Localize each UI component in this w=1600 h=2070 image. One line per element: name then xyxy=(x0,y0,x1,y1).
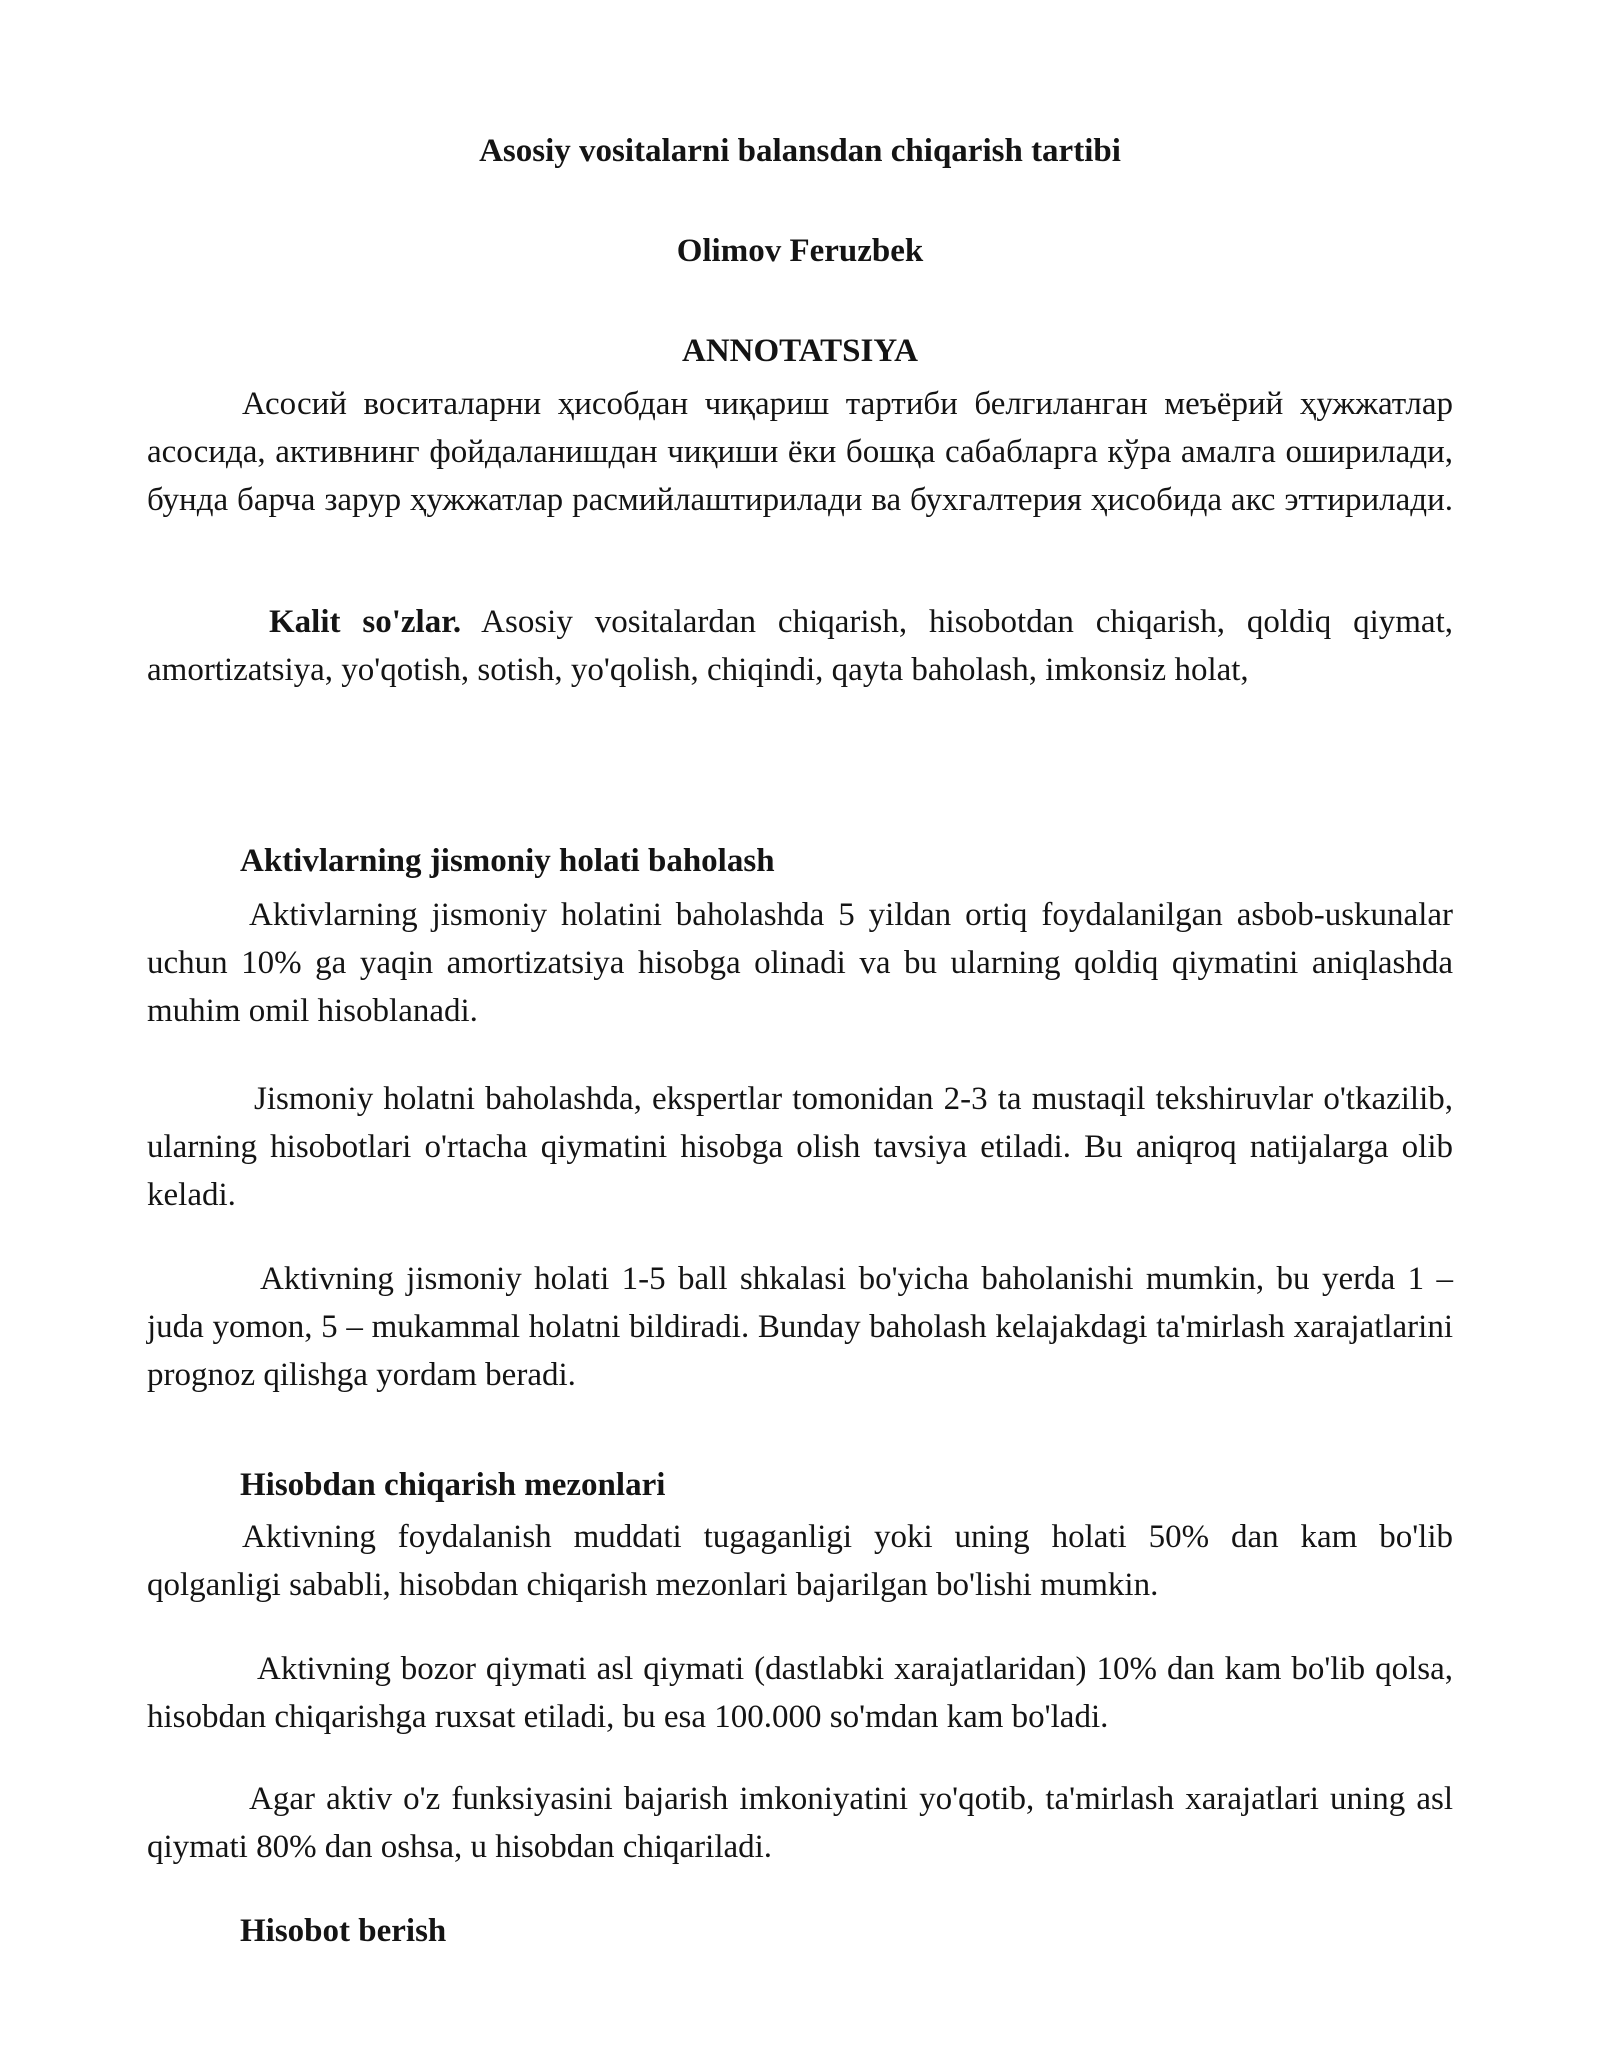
document-title: Asosiy vositalarni balansdan chiqarish tartibi xyxy=(479,133,1121,169)
author-name: Olimov Feruzbek xyxy=(676,233,924,269)
keywords-paragraph xyxy=(147,598,1453,694)
section-paragraph: Aktivlarning jismoniy holatini baholashda 5 yildan ortiq foydalanilgan asbob-uskunalar uchun 10% ga yaqin amortizatsiya hisobga olinadi va bu ularning qoldiq qiymatini aniqlashda muhim omil hisoblanadi. xyxy=(147,897,1453,1029)
section-paragraph: Jismoniy holatni baholashda, ekspertlar tomonidan 2-3 ta mustaqil tekshiruvlar o'tkazilib, ularning hisobotlari o'rtacha qiymatini hisobga olish tavsiya etiladi. Bu aniqroq natijalarga olib keladi. xyxy=(147,1081,1453,1213)
keywords-label: Kalit so'zlar. xyxy=(269,604,462,640)
section-heading-physical-condition: Aktivlarning jismoniy holati baholash xyxy=(240,843,775,879)
abstract-heading: ANNOTATSIYA xyxy=(682,333,918,369)
section-paragraph: Agar aktiv o'z funksiyasini bajarish imkoniyatini yo'qotib, ta'mirlash xarajatlari uning asl qiymati 80% dan oshsa, u hisobdan chiqariladi. xyxy=(147,1781,1453,1865)
section-paragraph: Aktivning jismoniy holati 1-5 ball shkalasi bo'yicha baholanishi mumkin, bu yerda 1 – juda yomon, 5 – mukammal holatni bildiradi. Bunday baholash kelajakdagi ta'mirlash xarajatlarini prognoz qilishga yordam beradi. xyxy=(147,1261,1453,1393)
abstract-paragraph: Асосий воситаларни ҳисобдан чиқариш тартиби белгиланган меъёрий ҳужжатлар асосида, активнинг фойдаланишдан чиқиши ёки бошқа сабабларга кўра амалга оширилади, бунда барча зарур ҳужжатлар расмийлаштирилади ва бухгалтерия ҳисобида акс эттирилади. xyxy=(147,386,1453,518)
section-paragraph: Aktivning foydalanish muddati tugaganligi yoki uning holati 50% dan kam bo'lib qolganligi sababli, hisobdan chiqarish mezonlari bajarilgan bo'lishi mumkin. xyxy=(147,1519,1453,1603)
section-heading-reporting: Hisobot berish xyxy=(240,1913,447,1949)
section-paragraph: Aktivning bozor qiymati asl qiymati (dastlabki xarajatlaridan) 10% dan kam bo'lib qolsa, hisobdan chiqarishga ruxsat etiladi, bu esa 100.000 so'mdan kam bo'ladi. xyxy=(147,1651,1453,1735)
keywords-text: Asosiy vositalardan chiqarish, hisobotdan chiqarish, qoldiq qiymat, amortizatsiya, yo'qotish, sotish, yo'qolish, chiqindi, qayta baholash, imkonsiz holat, xyxy=(147,604,1453,688)
section-heading-write-off-criteria: Hisobdan chiqarish mezonlari xyxy=(240,1467,666,1503)
